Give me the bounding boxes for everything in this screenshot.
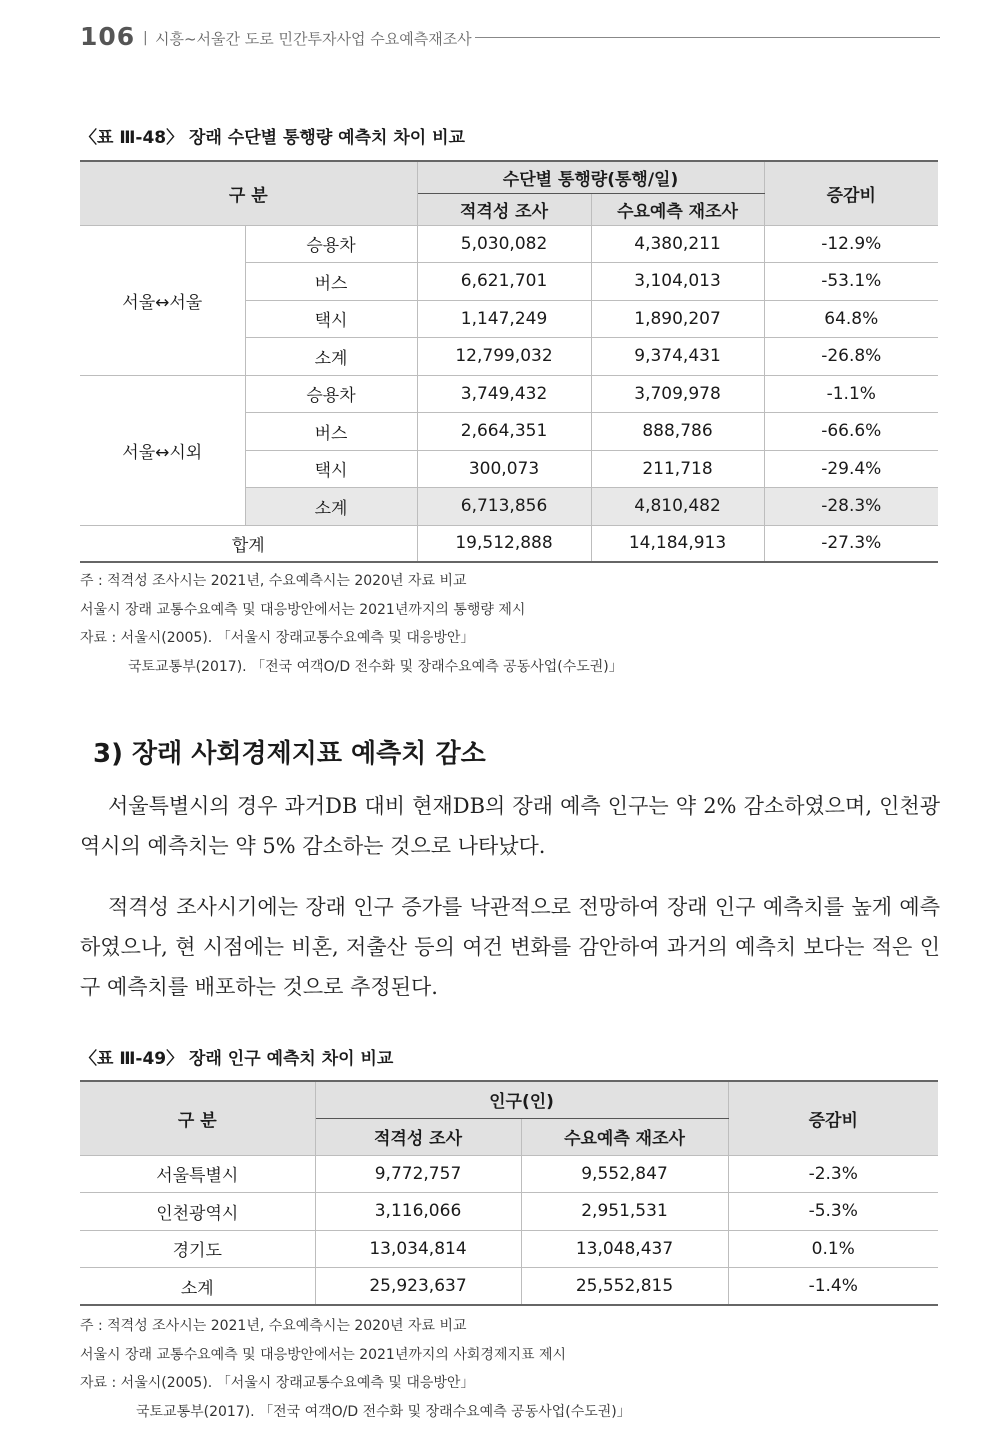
paragraph-2: [80, 887, 940, 1007]
page-number: 106: [80, 22, 136, 51]
t48-mode: 승용차: [245, 225, 417, 263]
t48-group-name: 서울↔서울: [80, 225, 245, 375]
t48-total-label: 합계: [80, 525, 417, 562]
note-line: 국토교통부(2017). 「전국 여객O/D 전수화 및 장래수요예측 공동사업(수도권)」: [128, 658, 623, 675]
section-title: 3) 장래 사회경제지표 예측치 감소: [93, 739, 486, 769]
t48-mode: 버스: [245, 413, 417, 451]
table-row: [80, 525, 938, 562]
t49-val1: 25,923,637: [315, 1268, 521, 1306]
t48-rate: -53.1%: [764, 263, 938, 301]
note-line: 서울시 장래 교통수요예측 및 대응방안에서는 2021년까지의 사회경제지표 제시: [80, 1346, 567, 1363]
t48-mode: 소계: [245, 338, 417, 376]
t49-head-category: 구 분: [80, 1081, 315, 1155]
t48-val2: 1,890,207: [591, 300, 764, 338]
t49-region: 인천광역시: [80, 1193, 315, 1231]
t48-rate: -12.9%: [764, 225, 938, 263]
t49-head-rate: 증감비: [728, 1081, 938, 1155]
table-49-caption: 〈표 Ⅲ-49〉 장래 인구 예측치 차이 비교: [80, 1049, 394, 1069]
table-row: [80, 1155, 938, 1193]
t48-total-val2: 14,184,913: [591, 525, 764, 562]
t49-val2: 2,951,531: [521, 1193, 728, 1231]
t49-region: 서울특별시: [80, 1155, 315, 1193]
t48-val2: 4,380,211: [591, 225, 764, 263]
t49-val2: 13,048,437: [521, 1230, 728, 1268]
note-line: 국토교통부(2017). 「전국 여객O/D 전수화 및 장래수요예측 공동사업(수도권)」: [136, 1403, 631, 1420]
table-48: [80, 160, 938, 563]
t48-val2: 4,810,482: [591, 488, 764, 526]
header-separator: |: [143, 30, 148, 46]
table-row: [80, 1268, 938, 1306]
note-line: 자료 : 서울시(2005). 「서울시 장래교통수요예측 및 대응방안」: [80, 630, 475, 646]
note-line: 서울시 장래 교통수요예측 및 대응방안에서는 2021년까지의 통행량 제시: [80, 601, 526, 618]
t48-rate: 64.8%: [764, 300, 938, 338]
paragraph-2-text: 적격성 조사시기에는 장래 인구 증가를 낙관적으로 전망하여 장래 인구 예측치를 높게 예측하였으나, 현 시점에는 비혼, 저출산 등의 여건 변화를 감안하여 과거의 예측치 보다는 적은 인구 예측치를 배포하는 것으로 추정된다.: [80, 895, 940, 999]
t48-val1: 6,621,701: [417, 263, 591, 301]
t48-val2: 3,709,978: [591, 375, 764, 413]
header-rule: [475, 37, 940, 38]
t48-val1: 300,073: [417, 450, 591, 488]
t48-head-rate: 증감비: [764, 161, 938, 225]
t48-val2: 3,104,013: [591, 263, 764, 301]
note-line: 주 : 적격성 조사시는 2021년, 수요예측시는 2020년 자료 비교: [80, 573, 467, 589]
table-row: [80, 375, 938, 413]
t48-rate: -66.6%: [764, 413, 938, 451]
t49-head-group: 인구(인): [315, 1081, 728, 1118]
t49-val1: 9,772,757: [315, 1155, 521, 1193]
t48-head-category: 구 분: [80, 161, 417, 225]
t48-total-rate: -27.3%: [764, 525, 938, 562]
table-row: [80, 1193, 938, 1231]
paragraph-1-text: 서울특별시의 경우 과거DB 대비 현재DB의 장래 예측 인구는 약 2% 감소하였으며, 인천광역시의 예측치는 약 5% 감소하는 것으로 나타났다.: [80, 794, 940, 858]
paragraph-1: [80, 786, 940, 866]
table-row: [80, 225, 938, 263]
t48-rate: -28.3%: [764, 488, 938, 526]
t48-val1: 12,799,032: [417, 338, 591, 376]
t49-region: 소계: [80, 1268, 315, 1306]
t48-mode: 버스: [245, 263, 417, 301]
page-header: [80, 18, 940, 58]
table-49-notes: [80, 1312, 631, 1426]
t48-head-col1: 적격성 조사: [417, 193, 591, 225]
t48-val2: 9,374,431: [591, 338, 764, 376]
t48-total-val1: 19,512,888: [417, 525, 591, 562]
table-row: [80, 1230, 938, 1268]
t48-rate: -26.8%: [764, 338, 938, 376]
t49-val1: 3,116,066: [315, 1193, 521, 1231]
t48-mode: 승용차: [245, 375, 417, 413]
t48-val1: 3,749,432: [417, 375, 591, 413]
table-48-caption: 〈표 Ⅲ-48〉 장래 수단별 통행량 예측치 차이 비교: [80, 128, 465, 148]
note-line: 자료 : 서울시(2005). 「서울시 장래교통수요예측 및 대응방안」: [80, 1375, 475, 1391]
t49-rate: -5.3%: [728, 1193, 938, 1231]
t48-rate: -1.1%: [764, 375, 938, 413]
t48-val2: 211,718: [591, 450, 764, 488]
t48-val1: 2,664,351: [417, 413, 591, 451]
table-49: [80, 1080, 938, 1306]
document-title: 시흥~서울간 도로 민간투자사업 수요예측재조사: [155, 30, 472, 48]
note-line: 주 : 적격성 조사시는 2021년, 수요예측시는 2020년 자료 비교: [80, 1318, 467, 1334]
t49-val2: 25,552,815: [521, 1268, 728, 1306]
t48-mode: 택시: [245, 300, 417, 338]
t49-head-col2: 수요예측 재조사: [521, 1118, 728, 1155]
t49-region: 경기도: [80, 1230, 315, 1268]
t49-rate: 0.1%: [728, 1230, 938, 1268]
t48-mode: 소계: [245, 488, 417, 526]
t48-val1: 5,030,082: [417, 225, 591, 263]
t48-val2: 888,786: [591, 413, 764, 451]
t48-val1: 1,147,249: [417, 300, 591, 338]
t48-head-group: 수단별 통행량(통행/일): [417, 161, 764, 193]
t48-val1: 6,713,856: [417, 488, 591, 526]
t48-mode: 택시: [245, 450, 417, 488]
t49-head-col1: 적격성 조사: [315, 1118, 521, 1155]
t48-rate: -29.4%: [764, 450, 938, 488]
t48-group-name: 서울↔시외: [80, 375, 245, 525]
t49-val2: 9,552,847: [521, 1155, 728, 1193]
table-48-notes: [80, 567, 623, 681]
t49-rate: -1.4%: [728, 1268, 938, 1306]
t49-rate: -2.3%: [728, 1155, 938, 1193]
t48-head-col2: 수요예측 재조사: [591, 193, 764, 225]
t49-val1: 13,034,814: [315, 1230, 521, 1268]
